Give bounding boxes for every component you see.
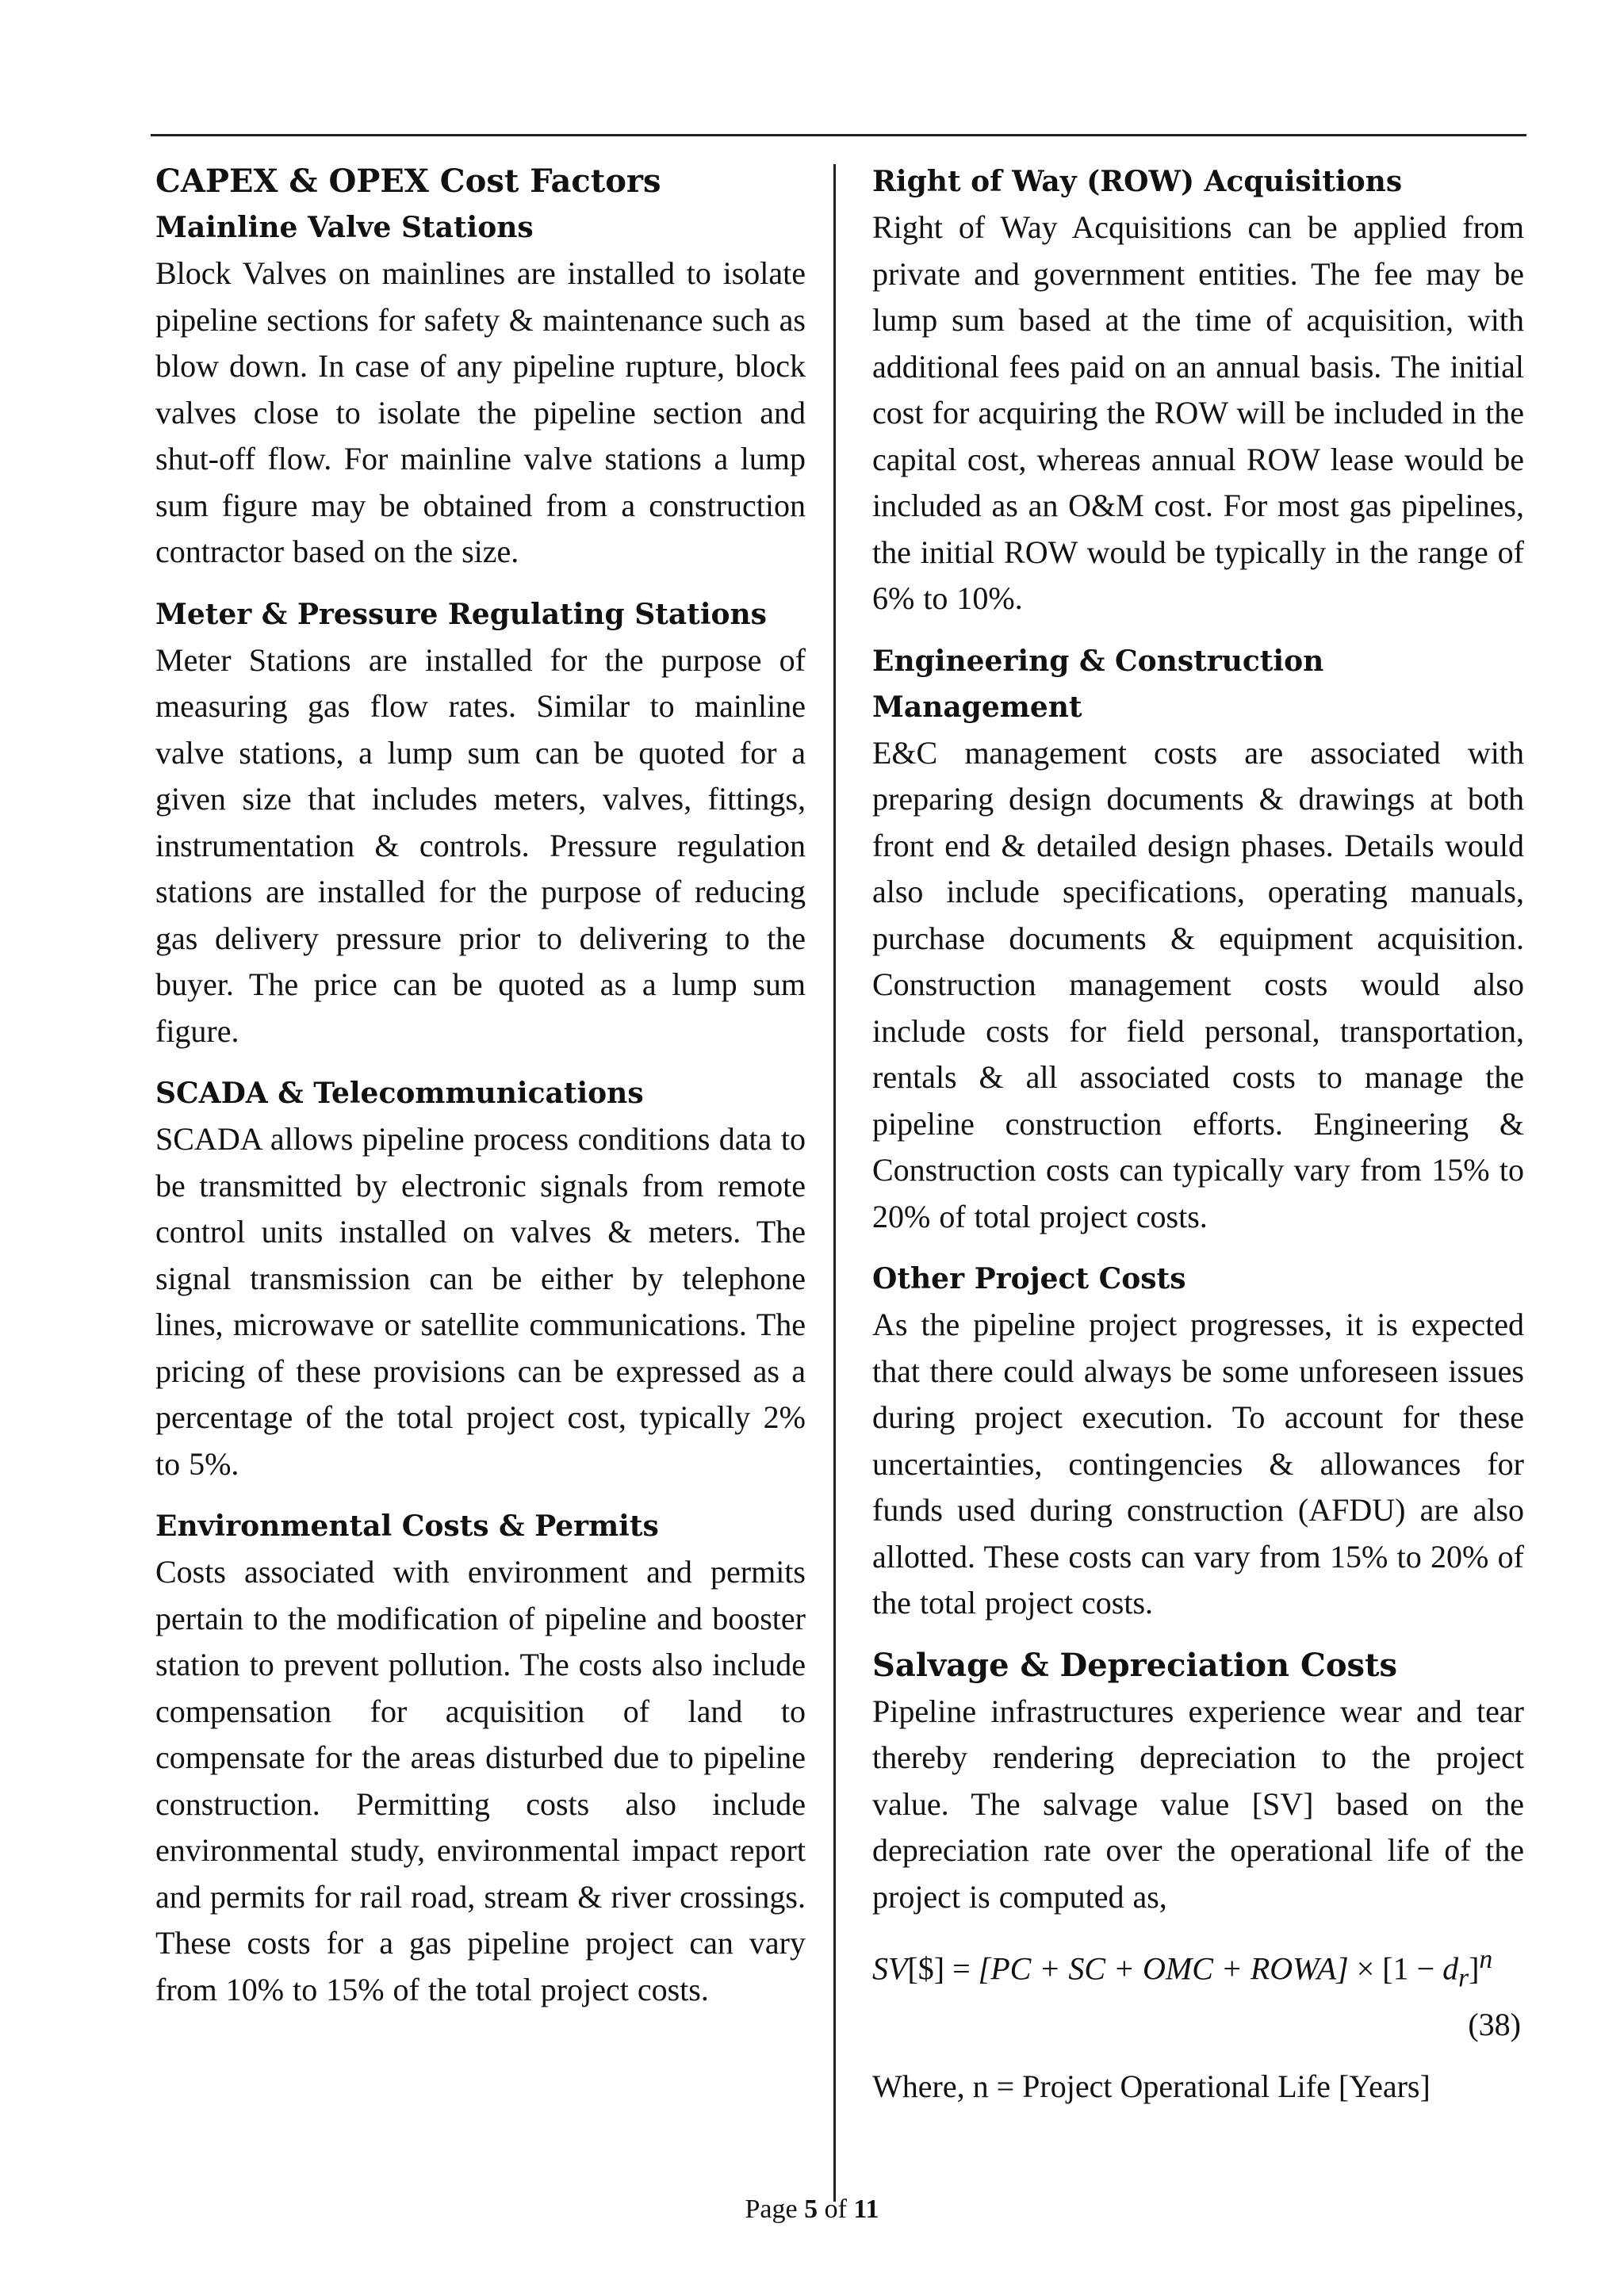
formula-lhs: SV xyxy=(872,1950,908,1987)
paragraph-scada: SCADA allows pipeline process conditions data to be transmitted by electronic signals from remote control units installed on valves & meters. The signal transmission can be either by telephone lines, microwave or satellite communications. The pricing of these provisions can be expressed as a percentage of the total project cost, typically 2% to 5%. xyxy=(155,1121,806,1482)
left-column xyxy=(155,159,806,2029)
heading-meter-stations: Meter & Pressure Regulating Stations xyxy=(155,597,767,631)
formula-where-note: Where, n = Project Operational Life [Years] xyxy=(872,2068,1431,2105)
formula-d-subscript: r xyxy=(1458,1963,1469,1993)
formula-factor-suffix: ] xyxy=(1469,1950,1480,1987)
heading-mainline-valve-stations: Mainline Valve Stations xyxy=(155,211,534,244)
heading-row-acquisitions: Right of Way (ROW) Acquisitions xyxy=(872,165,1403,198)
paragraph-meter-stations: Meter Stations are installed for the purpose of measuring gas flow rates. Similar to mainline valve stations, a lump sum can be quoted for a given size that includes meters, valves, fittings, instrumentation & controls. Pressure regulation stations are installed for the purpose of reducing gas delivery pressure prior to delivering to the buyer. The price can be quoted as a lump sum figure. xyxy=(155,641,806,1049)
section-title-salvage-depreciation: Salvage & Depreciation Costs xyxy=(872,1646,1398,1684)
paragraph-mainline-valve-stations: Block Valves on mainlines are installed to isolate pipeline sections for safety & maintenance such as blow down. In case of any pipeline rupture, block valves close to isolate the pipeline section and shut-off flow. For mainline valve stations a lump sum figure may be obtained from a construction contractor based on the size. xyxy=(155,255,806,569)
footer-page-word: Page xyxy=(745,2195,798,2224)
salvage-value-formula: SV[$] = [PC + SC + OMC + ROWA] × $[1 - d_r]^n$ xyxy=(872,1945,1493,1993)
footer-of-word: of xyxy=(824,2195,847,2224)
heading-environmental-costs: Environmental Costs & Permits xyxy=(155,1510,659,1543)
formula-unit: [$] xyxy=(907,1950,945,1987)
paragraph-engineering-construction: E&C management costs are associated with preparing design documents & drawings at both front end & detailed design phases. Details would also include specifications, operating manuals, purchase documents & equipment acquisition. Construction management costs would also include costs for field personal, transportation, rentals & all associated costs to manage the pipeline construction efforts. Engineering & Construction costs can typically vary from 15% to 20% of total project costs. xyxy=(872,734,1524,1234)
heading-engineering-construction: Engineering & Construction Management xyxy=(872,644,1324,724)
paragraph-environmental-costs: Costs associated with environment and permits pertain to the modification of pipeline and booster station to prevent pollution. The costs also include compensation for acquisition of land to compensate for the areas disturbed due to pipeline construction. Permitting costs also include environmental study, environmental impact report and permits for rail road, stream & river crossings. These costs for a gas pipeline project can vary from 10% to 15% of the total project costs. xyxy=(155,1554,806,2007)
equation-number: (38) xyxy=(1468,2007,1521,2043)
heading-other-project-costs: Other Project Costs xyxy=(872,1262,1186,1295)
formula-d: d xyxy=(1442,1950,1459,1987)
page-footer xyxy=(0,2194,1624,2225)
footer-page-total: 11 xyxy=(853,2195,879,2224)
footer-page-number: 5 xyxy=(804,2195,818,2224)
paragraph-row-acquisitions: Right of Way Acquisitions can be applied from private and government entities. The fee may be lump sum based at the time of acquisition, with additional fees paid on an annual basis. The initial cost for acquiring the ROW will be included in the capital cost, whereas annual ROW lease would be included as an O&M cost. For most gas pipelines, the initial ROW would be typically in the range of 6% to 10%. xyxy=(872,209,1524,616)
column-divider xyxy=(833,164,836,2202)
header-rule xyxy=(151,134,1526,136)
paragraph-other-project-costs: As the pipeline project progresses, it is expected that there could always be some unforeseen issues during project execution. To account for these uncertainties, contingencies & allowances for funds used during construction (AFDU) are also allotted. These costs can vary from 15% to 20% of the total project costs. xyxy=(872,1307,1524,1621)
formula-times: × xyxy=(1356,1950,1375,1987)
formula-factor-prefix: [1 − xyxy=(1382,1950,1435,1987)
formula-exponent: n xyxy=(1479,1945,1493,1974)
right-column xyxy=(872,159,1524,2110)
section-title-capex-opex: CAPEX & OPEX Cost Factors xyxy=(155,163,661,200)
paragraph-salvage-depreciation: Pipeline infrastructures experience wear and tear thereby rendering depreciation to the project value. The salvage value [SV] based on the depreciation rate over the operational life of the project is computed as, xyxy=(872,1693,1524,1915)
formula-rhs-terms: [PC + SC + OMC + ROWA] xyxy=(978,1950,1349,1987)
heading-scada: SCADA & Telecommunications xyxy=(155,1077,644,1110)
